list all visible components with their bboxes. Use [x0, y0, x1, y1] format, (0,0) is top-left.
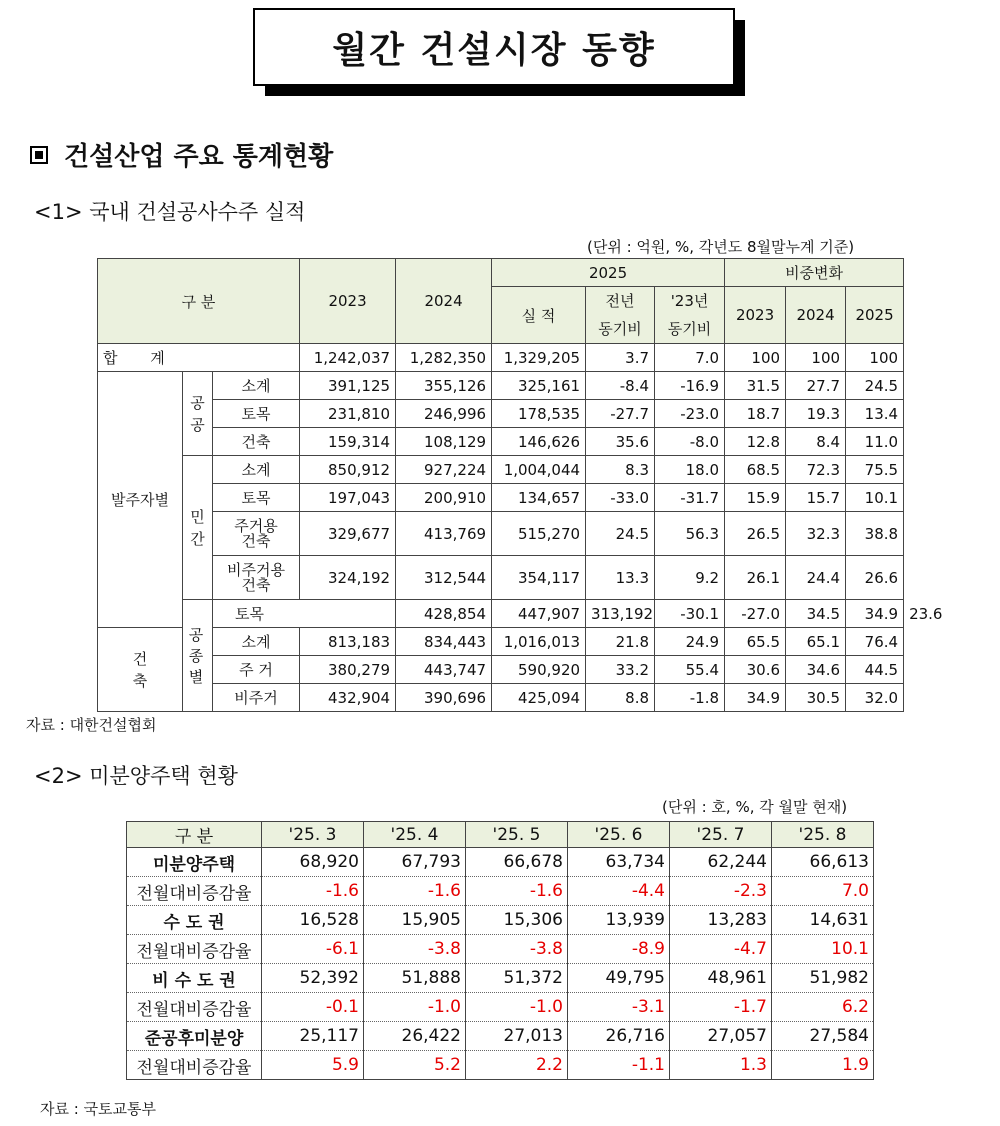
rate-cell: 1.9 — [772, 1051, 874, 1080]
table-cell: 13.3 — [586, 556, 655, 600]
table-cell: 18.0 — [655, 456, 725, 484]
table-cell: 30.6 — [725, 656, 786, 684]
table-cell: 19.3 — [786, 400, 846, 428]
table-cell: 44.5 — [846, 656, 904, 684]
table-cell: 134,657 — [492, 484, 586, 512]
header-share-change: 비중변화 — [725, 259, 904, 287]
count-cell: 26,716 — [568, 1022, 670, 1051]
table-cell: 8.8 — [586, 684, 655, 712]
table-cell: 24.5 — [846, 372, 904, 400]
table-cell: 12.8 — [725, 428, 786, 456]
table-cell: 소계 — [213, 628, 300, 656]
table-row — [127, 848, 874, 877]
header-2024: 2024 — [396, 259, 492, 344]
rate-cell: -1.6 — [364, 877, 466, 906]
table-cell: 390,696 — [396, 684, 492, 712]
table-cell: 3.7 — [586, 344, 655, 372]
count-cell: 15,306 — [466, 906, 568, 935]
header-month: '25. 4 — [364, 822, 466, 848]
row-label: 준공후미분양 — [127, 1022, 262, 1051]
table-cell: 380,279 — [300, 656, 396, 684]
header-month: '25. 7 — [670, 822, 772, 848]
table1-subtitle: <1> 국내 건설공사수주 실적 — [34, 200, 306, 224]
table-cell: 68.5 — [725, 456, 786, 484]
section-heading — [30, 136, 333, 173]
count-cell: 66,678 — [466, 848, 568, 877]
table-cell: 15.9 — [725, 484, 786, 512]
count-cell: 51,372 — [466, 964, 568, 993]
table-row — [98, 512, 904, 556]
table-row: 공 종 별 토목 428,854 447,907 313,192 -30.1 -27.0 34.5 34.9 23.6 — [98, 600, 904, 628]
square-bullet-icon — [30, 146, 48, 164]
group-building: 건 축 — [98, 628, 183, 712]
table-cell: 26.1 — [725, 556, 786, 600]
group-private: 민 간 — [183, 456, 213, 600]
table2-source: 자료 : 국토교통부 — [40, 1100, 157, 1118]
table-cell: 토목 — [213, 484, 300, 512]
table-cell: 65.5 — [725, 628, 786, 656]
table-cell: 313,192 — [586, 600, 655, 628]
unsold-housing-table — [126, 821, 874, 1080]
count-cell: 63,734 — [568, 848, 670, 877]
table-row — [127, 993, 874, 1022]
table-cell: 34.5 — [786, 600, 846, 628]
rate-cell: -1.6 — [262, 877, 364, 906]
table-cell: -23.0 — [655, 400, 725, 428]
header-month: '25. 3 — [262, 822, 364, 848]
table-cell: 197,043 — [300, 484, 396, 512]
rate-cell: 10.1 — [772, 935, 874, 964]
table-cell: 231,810 — [300, 400, 396, 428]
table-cell: 11.0 — [846, 428, 904, 456]
count-cell: 27,057 — [670, 1022, 772, 1051]
table-cell: 355,126 — [396, 372, 492, 400]
table-cell: 178,535 — [492, 400, 586, 428]
table-cell: 834,443 — [396, 628, 492, 656]
table-row — [127, 1051, 874, 1080]
count-cell: 66,613 — [772, 848, 874, 877]
count-cell: 51,888 — [364, 964, 466, 993]
table-cell: 108,129 — [396, 428, 492, 456]
header-yoy: 전년 동기비 — [586, 287, 655, 344]
table-cell: 100 — [725, 344, 786, 372]
title-box — [253, 8, 735, 86]
table-cell: 34.9 — [846, 600, 904, 628]
table-cell: 27.7 — [786, 372, 846, 400]
table-row — [98, 344, 904, 372]
header-vs-2023: '23년 동기비 — [655, 287, 725, 344]
table-cell: -27.0 — [725, 600, 786, 628]
table-cell: 건축 — [213, 428, 300, 456]
table-cell: 주 거 — [213, 656, 300, 684]
header-share-2024: 2024 — [786, 287, 846, 344]
header-actual: 실 적 — [492, 287, 586, 344]
table-cell: 927,224 — [396, 456, 492, 484]
table-cell: 55.4 — [655, 656, 725, 684]
table-cell: 1,016,013 — [492, 628, 586, 656]
table-cell: 26.5 — [725, 512, 786, 556]
table-cell: -8.4 — [586, 372, 655, 400]
table-cell: 8.4 — [786, 428, 846, 456]
table-row — [127, 935, 874, 964]
count-cell: 15,905 — [364, 906, 466, 935]
count-cell: 67,793 — [364, 848, 466, 877]
table-row — [127, 877, 874, 906]
rate-cell: -1.1 — [568, 1051, 670, 1080]
table-row — [98, 628, 904, 656]
row-label: 수 도 권 — [127, 906, 262, 935]
table-cell: 850,912 — [300, 456, 396, 484]
row-label: 비 수 도 권 — [127, 964, 262, 993]
table-cell: 443,747 — [396, 656, 492, 684]
count-cell: 27,584 — [772, 1022, 874, 1051]
header-category: 구 분 — [127, 822, 262, 848]
table-cell: 15.7 — [786, 484, 846, 512]
table-row — [98, 400, 904, 428]
table-cell: 9.2 — [655, 556, 725, 600]
rate-cell: 1.3 — [670, 1051, 772, 1080]
rate-cell: -1.6 — [466, 877, 568, 906]
table-cell: 21.8 — [586, 628, 655, 656]
rate-cell: -3.1 — [568, 993, 670, 1022]
table-cell: -1.8 — [655, 684, 725, 712]
count-cell: 68,920 — [262, 848, 364, 877]
table-cell: 24.9 — [655, 628, 725, 656]
table-cell: 200,910 — [396, 484, 492, 512]
table-cell: 비주거 — [213, 684, 300, 712]
count-cell: 13,939 — [568, 906, 670, 935]
table-cell: 515,270 — [492, 512, 586, 556]
table-cell: 65.1 — [786, 628, 846, 656]
page-title: 월간 건설시장 동향 — [253, 8, 735, 86]
row-label: 전월대비증감율 — [127, 993, 262, 1022]
section-title: 건설산업 주요 통계현황 — [64, 142, 334, 172]
rate-cell: -6.1 — [262, 935, 364, 964]
table-cell: 35.6 — [586, 428, 655, 456]
table-cell: 토목 — [213, 400, 300, 428]
group-by-orderer: 발주자별 — [98, 372, 183, 628]
table-row — [98, 428, 904, 456]
table-cell: 1,242,037 — [300, 344, 396, 372]
table-cell: 56.3 — [655, 512, 725, 556]
table-row — [98, 372, 904, 400]
table-cell: 428,854 — [396, 600, 492, 628]
rate-cell: -1.0 — [466, 993, 568, 1022]
table-cell: 100 — [786, 344, 846, 372]
table-cell: 325,161 — [492, 372, 586, 400]
count-cell: 16,528 — [262, 906, 364, 935]
table-cell: 1,004,044 — [492, 456, 586, 484]
table2-unit: (단위 : 호, %, 각 월말 현재) — [662, 798, 848, 816]
table-row — [98, 656, 904, 684]
table-cell: 7.0 — [655, 344, 725, 372]
table2-subtitle: <2> 미분양주택 현황 — [34, 764, 238, 788]
table-cell: -16.9 — [655, 372, 725, 400]
table-cell: 447,907 — [492, 600, 586, 628]
table-row — [127, 964, 874, 993]
rate-cell: -3.8 — [466, 935, 568, 964]
table-cell: 32.0 — [846, 684, 904, 712]
table-cell: 425,094 — [492, 684, 586, 712]
rate-cell: 5.2 — [364, 1051, 466, 1080]
rate-cell: -4.7 — [670, 935, 772, 964]
table-cell: 1,329,205 — [492, 344, 586, 372]
count-cell: 49,795 — [568, 964, 670, 993]
table-row — [98, 684, 904, 712]
rate-cell: 6.2 — [772, 993, 874, 1022]
table-cell: 33.2 — [586, 656, 655, 684]
table-cell: 159,314 — [300, 428, 396, 456]
header-2025: 2025 — [492, 259, 725, 287]
table-cell: 10.1 — [846, 484, 904, 512]
table1-source: 자료 : 대한건설협회 — [26, 716, 157, 734]
table-cell: 소계 — [213, 372, 300, 400]
header-2023: 2023 — [300, 259, 396, 344]
count-cell: 27,013 — [466, 1022, 568, 1051]
table-cell: 100 — [846, 344, 904, 372]
table-cell: 324,192 — [300, 556, 396, 600]
rate-cell: -0.1 — [262, 993, 364, 1022]
header-month: '25. 8 — [772, 822, 874, 848]
row-label: 전월대비증감율 — [127, 877, 262, 906]
table-cell: 32.3 — [786, 512, 846, 556]
table-cell: 31.5 — [725, 372, 786, 400]
row-label: 전월대비증감율 — [127, 935, 262, 964]
group-by-work: 공 종 별 — [183, 600, 213, 712]
table-row — [127, 906, 874, 935]
table-cell: -30.1 — [655, 600, 725, 628]
table-cell: 24.4 — [786, 556, 846, 600]
table-cell: 354,117 — [492, 556, 586, 600]
table-cell: 1,282,350 — [396, 344, 492, 372]
table-row — [98, 456, 904, 484]
table-cell: 391,125 — [300, 372, 396, 400]
row-label: 전월대비증감율 — [127, 1051, 262, 1080]
count-cell: 51,982 — [772, 964, 874, 993]
table-cell: 146,626 — [492, 428, 586, 456]
table-cell: 432,904 — [300, 684, 396, 712]
rate-cell: -3.8 — [364, 935, 466, 964]
table-cell: 소계 — [213, 456, 300, 484]
row-label: 미분양주택 — [127, 848, 262, 877]
table-cell: 13.4 — [846, 400, 904, 428]
rate-cell: -2.3 — [670, 877, 772, 906]
row-label: 비주거용 건축 — [213, 556, 300, 600]
rate-cell: 5.9 — [262, 1051, 364, 1080]
count-cell: 48,961 — [670, 964, 772, 993]
table-cell: 24.5 — [586, 512, 655, 556]
table-cell: 18.7 — [725, 400, 786, 428]
table-cell: -8.0 — [655, 428, 725, 456]
table-row — [98, 556, 904, 600]
table-cell: 26.6 — [846, 556, 904, 600]
rate-cell: -4.4 — [568, 877, 670, 906]
rate-cell: 2.2 — [466, 1051, 568, 1080]
rate-cell: -8.9 — [568, 935, 670, 964]
header-month: '25. 5 — [466, 822, 568, 848]
row-label: 주거용 건축 — [213, 512, 300, 556]
table-cell: 312,544 — [396, 556, 492, 600]
count-cell: 25,117 — [262, 1022, 364, 1051]
group-public: 공 공 — [183, 372, 213, 456]
header-share-2025: 2025 — [846, 287, 904, 344]
table-row — [127, 1022, 874, 1051]
table1-unit: (단위 : 억원, %, 각년도 8월말누계 기준) — [587, 238, 855, 256]
rate-cell: 7.0 — [772, 877, 874, 906]
table-cell: 토목 — [213, 600, 396, 628]
table-cell: 34.9 — [725, 684, 786, 712]
table-cell: 34.6 — [786, 656, 846, 684]
count-cell: 62,244 — [670, 848, 772, 877]
table-cell: 246,996 — [396, 400, 492, 428]
header-share-2023: 2023 — [725, 287, 786, 344]
table-cell: 75.5 — [846, 456, 904, 484]
table-row — [98, 484, 904, 512]
table-cell: -27.7 — [586, 400, 655, 428]
table-cell: 329,677 — [300, 512, 396, 556]
rate-cell: -1.0 — [364, 993, 466, 1022]
count-cell: 13,283 — [670, 906, 772, 935]
table-cell: 76.4 — [846, 628, 904, 656]
count-cell: 52,392 — [262, 964, 364, 993]
table-cell: 72.3 — [786, 456, 846, 484]
table-cell: 30.5 — [786, 684, 846, 712]
table-cell: 590,920 — [492, 656, 586, 684]
rate-cell: -1.7 — [670, 993, 772, 1022]
header-month: '25. 6 — [568, 822, 670, 848]
table-cell: 8.3 — [586, 456, 655, 484]
table-cell: 38.8 — [846, 512, 904, 556]
construction-orders-table — [97, 258, 943, 712]
table-cell: -31.7 — [655, 484, 725, 512]
count-cell: 14,631 — [772, 906, 874, 935]
table-cell: -33.0 — [586, 484, 655, 512]
table-cell: 413,769 — [396, 512, 492, 556]
row-label: 합 계 — [98, 344, 300, 372]
table-cell: 813,183 — [300, 628, 396, 656]
header-category: 구 분 — [98, 259, 300, 344]
table-header-row — [127, 822, 874, 848]
count-cell: 26,422 — [364, 1022, 466, 1051]
